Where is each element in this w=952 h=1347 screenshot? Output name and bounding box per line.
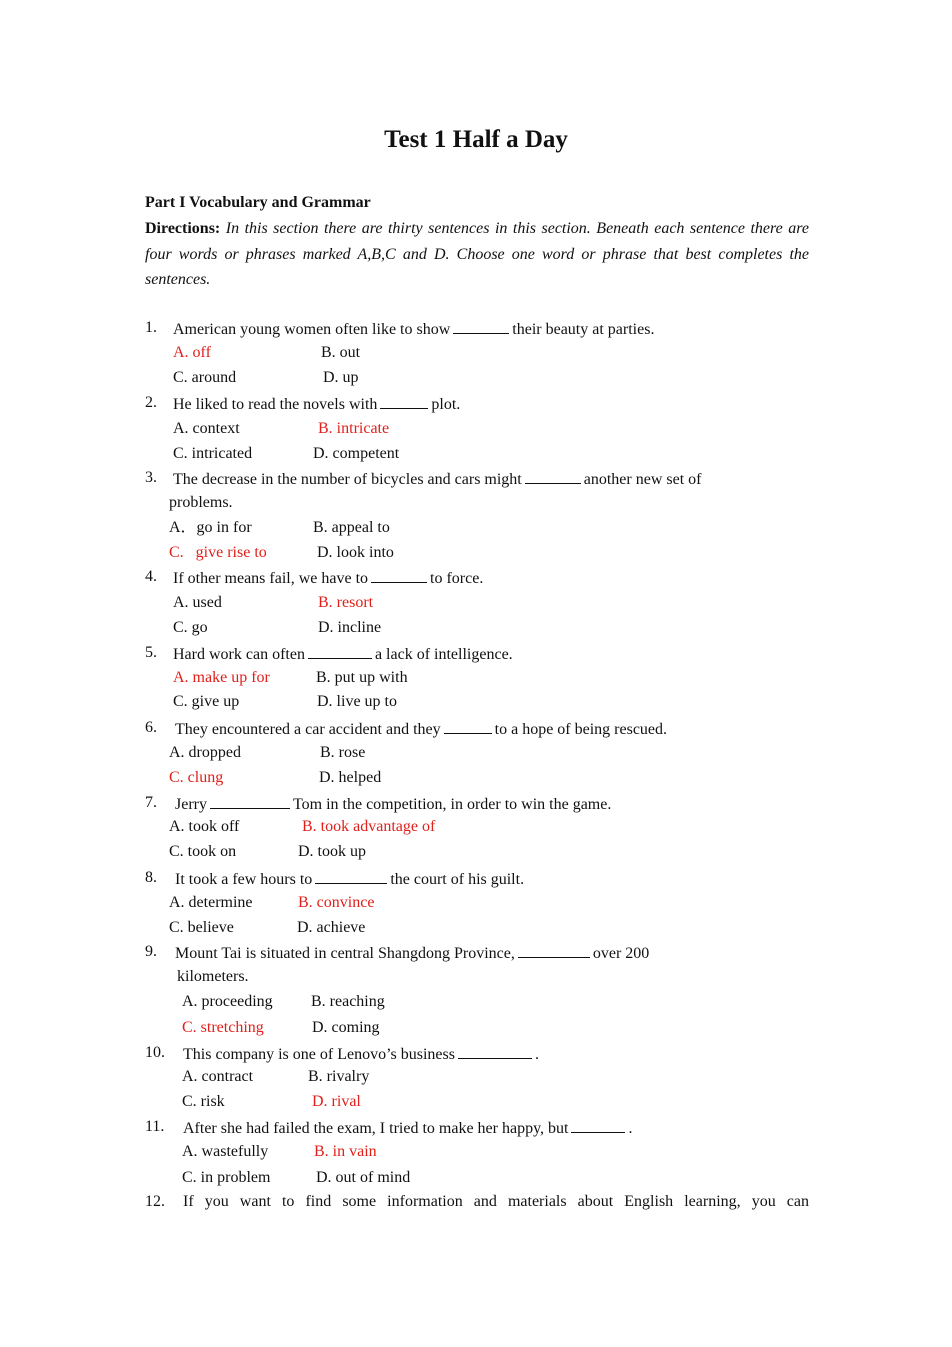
question-stem-end: to force. [430, 570, 484, 587]
option-d: D. incline [318, 619, 382, 636]
question-number: 2. [145, 394, 157, 411]
option-b: B. reaching [311, 993, 385, 1010]
answer-blank [518, 942, 590, 958]
option-d: D. look into [317, 544, 394, 561]
option-d: D. competent [313, 445, 400, 462]
directions-label: Directions: [145, 220, 221, 237]
question-text [183, 1117, 632, 1139]
question-number: 10. [145, 1044, 165, 1061]
option-b: B. put up with [316, 669, 408, 686]
question-number: 12. [145, 1193, 165, 1210]
option-a: A. took off [169, 818, 240, 835]
question-number: 1. [145, 319, 157, 336]
option-a: A. proceeding [182, 993, 273, 1010]
question-number: 5. [145, 644, 157, 661]
directions [145, 216, 809, 293]
option-a: A. context [173, 420, 240, 437]
answer-blank [210, 793, 290, 809]
option-b: B. convince [298, 894, 375, 911]
option-b: B. rivalry [308, 1068, 370, 1085]
question-text: If you want to find some information and materials about English learning, you can [183, 1193, 809, 1210]
section-heading: Part I Vocabulary and Grammar [145, 194, 371, 211]
option-c: C. risk [182, 1093, 225, 1110]
question-number: 7. [145, 794, 157, 811]
option-c: C. intricated [173, 445, 253, 462]
directions-text: In this section there are thirty sentences in this section. Beneath each sentence there are four words or phrases marked A,B,C and D. Choose one word or phrase that best completes the sentences. [145, 220, 809, 288]
option-b: B. appeal to [313, 519, 390, 536]
question-text [175, 942, 649, 964]
option-c: C. believe [169, 919, 234, 936]
question-stem-start: After she had failed the exam, I tried to make her happy, but [183, 1120, 569, 1137]
option-d: D. rival [312, 1093, 361, 1110]
question-number: 3. [145, 469, 157, 486]
option-b: B. intricate [318, 420, 390, 437]
option-d: D. coming [312, 1019, 380, 1036]
option-b: B. in vain [314, 1143, 377, 1160]
question-number: 8. [145, 869, 157, 886]
option-d: D. up [323, 369, 359, 386]
question-stem-start: The decrease in the number of bicycles and cars might [173, 471, 522, 488]
question-stem-end: . [534, 1046, 539, 1063]
question-stem-end: Tom in the competition, in order to win the game. [292, 796, 612, 813]
answer-blank [380, 393, 428, 409]
question-text [175, 868, 524, 890]
option-d: D. helped [319, 769, 382, 786]
question-stem-start: This company is one of Lenovo’s business [183, 1046, 455, 1063]
question-text [173, 567, 483, 589]
option-b: B. rose [320, 744, 366, 761]
question-stem-start: Mount Tai is situated in central Shangdong Province, [175, 945, 515, 962]
option-b: B. resort [318, 594, 374, 611]
question-text [173, 643, 513, 665]
option-c: C. stretching [182, 1019, 264, 1036]
option-b: B. out [321, 344, 361, 361]
option-a: A. determine [169, 894, 253, 911]
answer-blank [315, 868, 387, 884]
option-c: C. in problem [182, 1169, 271, 1186]
question-stem-start: If other means fail, we have to [173, 570, 369, 587]
option-d: D. achieve [297, 919, 366, 936]
option-c: C. give rise to [169, 544, 267, 561]
option-c: C. took on [169, 843, 237, 860]
answer-blank [525, 468, 581, 484]
question-text [173, 318, 654, 340]
option-b: B. took advantage of [302, 818, 436, 835]
question-stem-end: a lack of intelligence. [374, 646, 513, 663]
question-stem-end: plot. [431, 396, 461, 413]
question-text [173, 393, 460, 415]
option-a: A．go in for [169, 519, 252, 536]
answer-blank [453, 318, 509, 334]
question-number: 4. [145, 568, 157, 585]
question-number: 9. [145, 943, 157, 960]
question-stem-start: American young women often like to show [173, 321, 451, 338]
question-stem-end: their beauty at parties. [512, 321, 655, 338]
question-stem-start: Jerry [175, 796, 207, 813]
question-continuation: kilometers. [177, 968, 249, 985]
question-number: 6. [145, 719, 157, 736]
question-stem-start: It took a few hours to [175, 871, 313, 888]
question-text [173, 468, 701, 490]
question-stem-end: over 200 [592, 945, 650, 962]
question-stem-start: They encountered a car accident and they [175, 721, 441, 738]
page-title: Test 1 Half a Day [384, 126, 568, 153]
option-a: A. dropped [169, 744, 241, 761]
option-d: D. live up to [317, 693, 397, 710]
question-stem-start: He liked to read the novels with [173, 396, 378, 413]
answer-blank [444, 718, 492, 734]
option-c: C. give up [173, 693, 240, 710]
answer-blank [371, 567, 427, 583]
option-c: C. clung [169, 769, 224, 786]
question-stem-start: Hard work can often [173, 646, 305, 663]
answer-blank [571, 1117, 625, 1133]
option-c: C. go [173, 619, 208, 636]
option-a: A. wastefully [182, 1143, 269, 1160]
answer-blank [308, 643, 372, 659]
question-continuation: problems. [169, 494, 233, 511]
question-text [183, 1043, 539, 1065]
option-a: A. used [173, 594, 222, 611]
question-number: 11. [145, 1118, 165, 1135]
question-stem-end: . [628, 1120, 633, 1137]
option-a: A. off [173, 344, 211, 361]
question-stem-end: to a hope of being rescued. [494, 721, 668, 738]
option-d: D. took up [298, 843, 366, 860]
option-c: C. around [173, 369, 237, 386]
question-stem-end: the court of his guilt. [390, 871, 525, 888]
question-text [175, 793, 611, 815]
option-d: D. out of mind [316, 1169, 411, 1186]
option-a: A. make up for [173, 669, 270, 686]
question-stem-end: another new set of [583, 471, 702, 488]
answer-blank [458, 1043, 532, 1059]
option-a: A. contract [182, 1068, 254, 1085]
question-text [175, 718, 667, 740]
